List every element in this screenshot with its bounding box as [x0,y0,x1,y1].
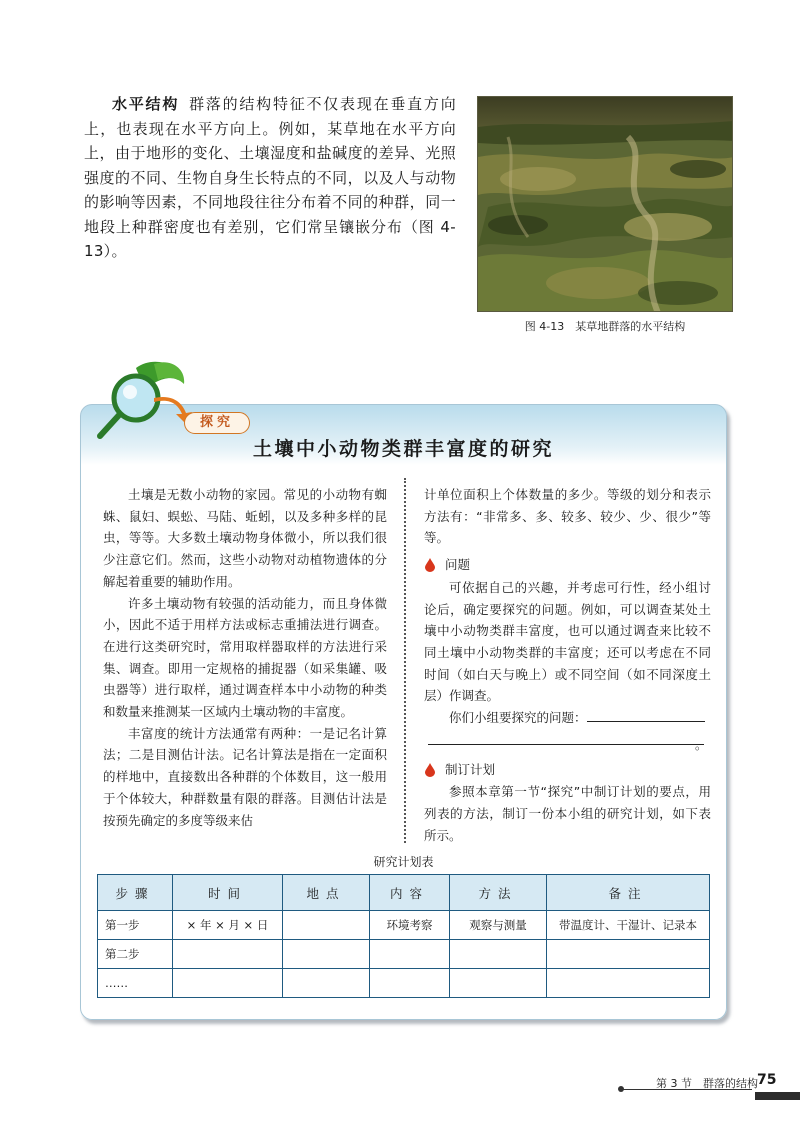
question-heading-text: 问题 [445,557,471,573]
table-cell [450,940,547,969]
table-row [98,911,710,940]
question-prompt-text: 你们小组要探究的问题： [449,710,587,726]
table-cell [450,969,547,998]
left-paragraph-1: 土壤是无数小动物的家园。常见的小动物有蜘蛛、鼠妇、蜈蚣、马陆、蚯蚓，以及多种多样的昆虫，等等。大多数土壤动物身体微小，所以我们很少注意它们。然而，这些小动物对动植物遗体的分解起着重要的辅助作用。 [103,487,387,589]
table-caption: 研究计划表 [373,855,434,869]
answer-end-mark: 。 [694,737,707,752]
left-column [103,484,387,831]
question-heading [424,554,711,576]
header-time: 时间 [173,875,283,911]
plan-heading [424,759,711,781]
intro-lead: 水平结构 [112,95,180,113]
grassland-photo-art [478,97,733,312]
plan-text: 参照本章第一节“探究”中制订计划的要点，用列表的方法，制订一份本小组的研究计划，如下表所示。 [424,784,711,843]
table-cell [173,969,283,998]
table-cell: 环境考察 [370,911,450,940]
answer-blank-line-2[interactable] [428,733,704,745]
page-number: 75 [757,1072,777,1088]
table-cell [283,940,370,969]
table-cell: …… [98,969,173,998]
left-paragraph-2: 许多土壤动物有较强的活动能力，而且身体微小，因此不适于用样方法或标志重捕法进行调查。在进行这类研究时，常用取样器取样的方法进行采集、调查。即用一定规格的捕捉器（如采集罐、吸虫器等）进行取样，通过调查样本中小动物的种类和数量来推测某一区域内土壤动物的丰富度。 [103,595,387,720]
table-cell [173,940,283,969]
grassland-photo [477,96,733,312]
table-row [98,969,710,998]
header-method: 方法 [450,875,547,911]
figure-caption: 图 4-13 某草地群落的水平结构 [524,320,686,333]
footer-section: 第 3 节 群落的结构 [656,1077,758,1090]
table-cell: 带温度计、干湿计、记录本 [547,911,710,940]
question-prompt [424,707,711,729]
inquiry-title: 土壤中小动物类群丰富度的研究 [252,438,554,460]
inquiry-badge: 探究 [184,412,250,434]
drop-bullet-icon [424,763,436,777]
question-text: 可依据自己的兴趣，并考虑可行性，经小组讨论后，确定要探究的问题。例如，可以调查某处土壤中小动物类群丰富度，也可以通过调查来比较不同土壤中小动物类群的丰富度；还可以考虑在不同时间（如白天与晚上）或不同空间（如不同深度土层）作调查。 [424,579,711,704]
table-cell: 观察与测量 [450,911,547,940]
research-plan-table [97,874,710,998]
answer-blank-line-2-wrap [424,733,711,752]
page-number-bar [755,1092,800,1100]
intro-paragraph [84,92,456,264]
header-content: 内容 [370,875,450,911]
column-divider [404,478,406,843]
table-cell [283,911,370,940]
table-cell [370,969,450,998]
intro-text: 群落的结构特征不仅表现在垂直方向上，也表现在水平方向上。例如，某草地在水平方向上，由于地形的变化、土壤湿度和盐碱度的差异、光照强度的不同、生物自身生长特点的不同，以及人与动物的影响等因素，不同地段往往分布着不同的种群，同一地段上种群密度也有差别，它们常呈镶嵌分布（图 4-13）。 [84,95,456,260]
header-place: 地点 [283,875,370,911]
table-cell: 第二步 [98,940,173,969]
right-continuation: 计单位面积上个体数量的多少。等级的划分和表示方法有：“非常多、多、较多、较少、少、很少”等等。 [424,487,711,546]
table-header-row [98,875,710,911]
plan-heading-text: 制订计划 [445,761,496,777]
left-paragraph-3: 丰富度的统计方法通常有两种：一是记名计算法；二是目测估计法。记名计算法是指在一定面积的样地中，直接数出各种群的个体数目，这一般用于个体较大，种群数量有限的群落。目测估计法是按预先确定的多度等级来估 [103,725,387,828]
drop-bullet-icon [424,558,436,572]
table-cell [547,969,710,998]
table-row [98,940,710,969]
header-notes: 备注 [547,875,710,911]
answer-blank-line[interactable] [587,708,705,722]
table-cell: × 年 × 月 × 日 [173,911,283,940]
table-cell [283,969,370,998]
table-cell: 第一步 [98,911,173,940]
header-step: 步骤 [98,875,173,911]
table-cell [547,940,710,969]
table-cell [370,940,450,969]
right-column [424,484,711,847]
